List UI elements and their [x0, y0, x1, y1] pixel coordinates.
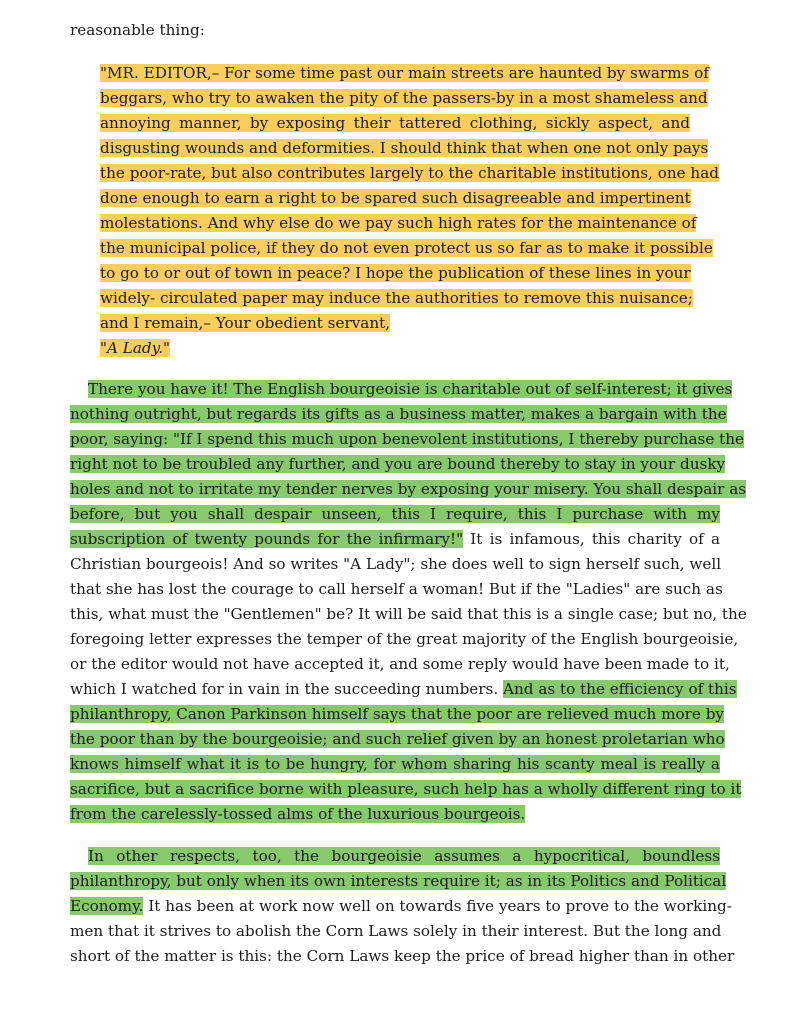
quote-line: beggars, who try to awaken the pity of the passers-by in a most shameless and [100, 89, 708, 107]
document-page [70, 18, 747, 969]
para-line: men that it strives to abolish the Corn Laws solely in their interest. But the long and [70, 922, 722, 940]
para-line-highlight: subscription of twenty pounds for the infirmary!" [70, 530, 464, 548]
intro-line [70, 18, 720, 43]
quote-line: "MR. EDITOR,– For some time past our main streets are haunted by swarms of [100, 64, 709, 82]
para-line: foregoing letter expresses the temper of the great majority of the English bourgeoisie, [70, 630, 739, 648]
para-line: that she has lost the courage to call herself a woman! But if the "Ladies" are such as [70, 580, 723, 598]
para-line: nothing outright, but regards its gifts as a business matter, makes a bargain with the [70, 405, 727, 423]
para-line: this, what must the "Gentlemen" be? It will be said that this is a single case; but no, the [70, 605, 747, 623]
para-line: philanthropy, Canon Parkinson himself says that the poor are relieved much more by [70, 705, 724, 723]
quote-signature: "A Lady." [100, 339, 171, 357]
quote-line: and I remain,– Your obedient servant, [100, 314, 391, 332]
para-line-plain: It is infamous, this charity of a [463, 530, 720, 548]
quote-line: annoying manner, by exposing their tattered clothing, sickly aspect, and [100, 114, 690, 132]
para-line: sacrifice, but a sacrifice borne with pleasure, such help has a wholly different ring to it [70, 780, 742, 798]
para-line-plain: which I watched for in vain in the succeeding numbers. [70, 680, 504, 698]
paragraph-2 [70, 844, 735, 969]
para-line: before, but you shall despair unseen, this I require, this I purchase with my [70, 505, 720, 523]
quote-line: to go to or out of town in peace? I hope the publication of these lines in your [100, 264, 691, 282]
quote-line: the municipal police, if they do not even protect us so far as to make it possible [100, 239, 713, 257]
para-line: from the carelessly-tossed alms of the luxurious bourgeois. [70, 805, 526, 823]
quote-line: molestations. And why else do we pay such high rates for the maintenance of [100, 214, 697, 232]
para-line: knows himself what it is to be hungry, for whom sharing his scanty meal is really a [70, 755, 720, 773]
quote-line: widely- circulated paper may induce the authorities to remove this nuisance; [100, 289, 693, 307]
para-line: or the editor would not have accepted it, and some reply would have been made to it, [70, 655, 730, 673]
paragraph-1 [70, 377, 747, 827]
para-line: Christian bourgeois! And so writes "A Lady"; she does well to sign herself such, well [70, 555, 722, 573]
para-line: philanthropy, but only when its own interests require it; as in its Politics and Political [70, 872, 727, 890]
para-line-highlight: And as to the efficiency of this [503, 680, 737, 698]
para-line-plain: It has been at work now well on towards five years to prove to the working- [143, 897, 732, 915]
para-line-highlight: Economy. [70, 897, 144, 915]
para-line: the poor than by the bourgeoisie; and such relief given by an honest proletarian who [70, 730, 725, 748]
intro-text: reasonable thing: [70, 21, 205, 39]
para-line: holes and not to irritate my tender nerves by exposing your misery. You shall despair as [70, 480, 747, 498]
para-line: right not to be troubled any further, and you are bound thereby to stay in your dusky [70, 455, 726, 473]
para-line: poor, saying: "If I spend this much upon benevolent institutions, I thereby purchase the [70, 430, 745, 448]
para-line: short of the matter is this: the Corn Laws keep the price of bread higher than in other [70, 947, 735, 965]
quote-line: done enough to earn a right to be spared such disagreeable and impertinent [100, 189, 691, 207]
quote-line: the poor-rate, but also contributes largely to the charitable institutions, one had [100, 164, 719, 182]
quote-line: disgusting wounds and deformities. I should think that when one not only pays [100, 139, 709, 157]
para-line: There you have it! The English bourgeoisie is charitable out of self-interest; it gives [88, 380, 733, 398]
para-line: In other respects, too, the bourgeoisie assumes a hypocritical, boundless [88, 847, 720, 865]
quoted-letter [100, 61, 719, 361]
